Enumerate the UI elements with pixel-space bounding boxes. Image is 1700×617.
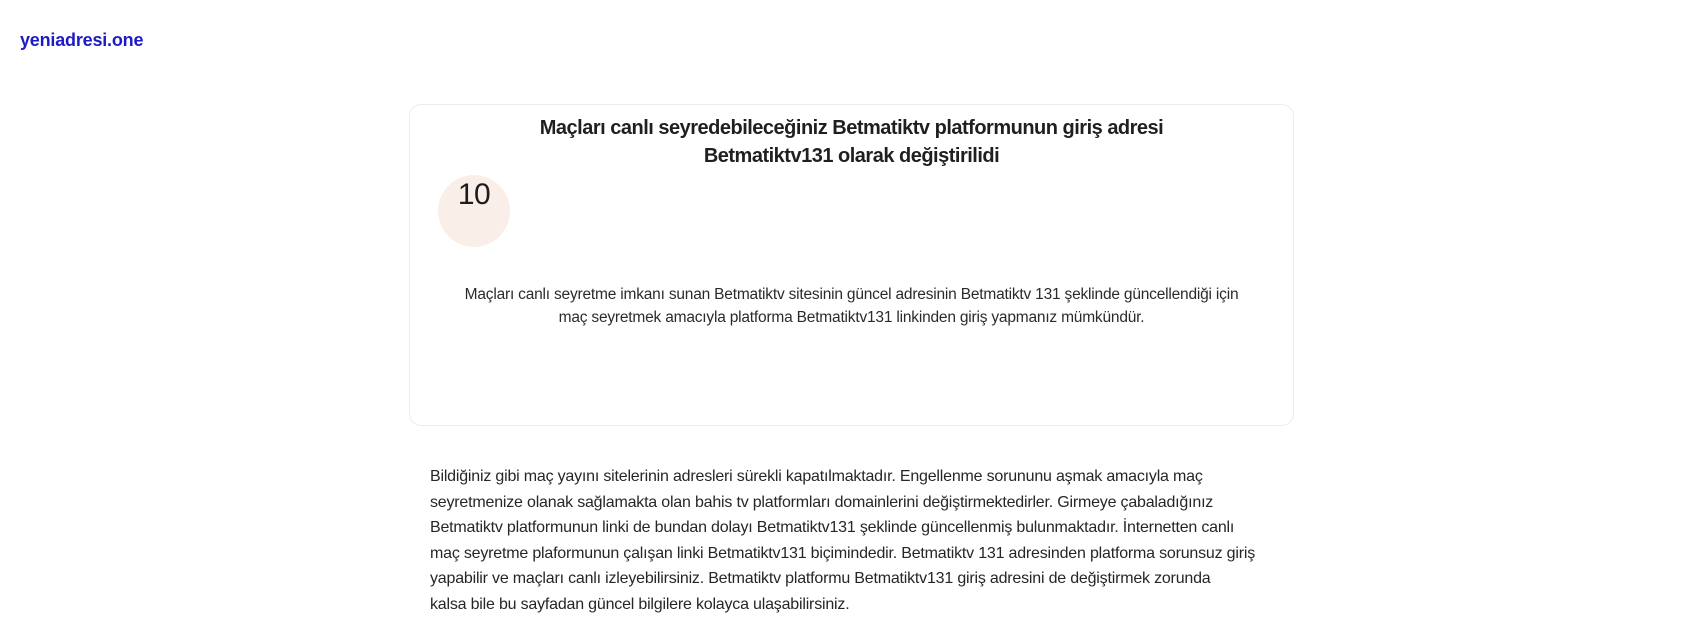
body-line: Bildiğiniz gibi maç yayını sitelerinin adresleri sürekli kapatılmaktadır. Engellenme sorununu aşmak amacıyla maç (430, 464, 1290, 490)
body-line: yapabilir ve maçları canlı izleyebilirsiniz. Betmatiktv platformu Betmatiktv131 giriş adresini de değiştirmek zorunda (430, 566, 1290, 592)
article-body (430, 464, 1290, 617)
body-line: kalsa bile bu sayfadan güncel bilgilere kolayca ulaşabilirsiniz. (430, 592, 1290, 617)
article-title-line: Betmatiktv131 olarak değiştirilidi (410, 142, 1293, 170)
body-line: Betmatiktv platformunun linki de bundan dolayı Betmatiktv131 şeklinde güncellenmiş bulunmaktadır. İnternetten canlı (430, 515, 1290, 541)
site-logo-link[interactable]: yeniadresi.one (20, 30, 143, 51)
number-badge (438, 175, 510, 247)
summary-line: Maçları canlı seyretme imkanı sunan Betmatiktv sitesinin güncel adresinin Betmatiktv 131 şeklinde güncellendiği için (410, 283, 1293, 306)
body-line: seyretmenize olanak sağlamakta olan bahis tv platformları domainlerini değiştirmektedirler. Girmeye çabaladığınız (430, 490, 1290, 516)
article-title (410, 114, 1293, 170)
summary-line: maç seyretmek amacıyla platforma Betmatiktv131 linkinden giriş yapmanız mümkündür. (410, 306, 1293, 329)
article-card (409, 104, 1294, 426)
badge-number: 10 (458, 177, 490, 213)
article-title-line: Maçları canlı seyredebileceğiniz Betmatiktv platformunun giriş adresi (410, 114, 1293, 142)
article-summary (410, 283, 1293, 329)
body-line: maç seyretme plaformunun çalışan linki Betmatiktv131 biçimindedir. Betmatiktv 131 adresinden platforma sorunsuz giriş (430, 541, 1290, 567)
